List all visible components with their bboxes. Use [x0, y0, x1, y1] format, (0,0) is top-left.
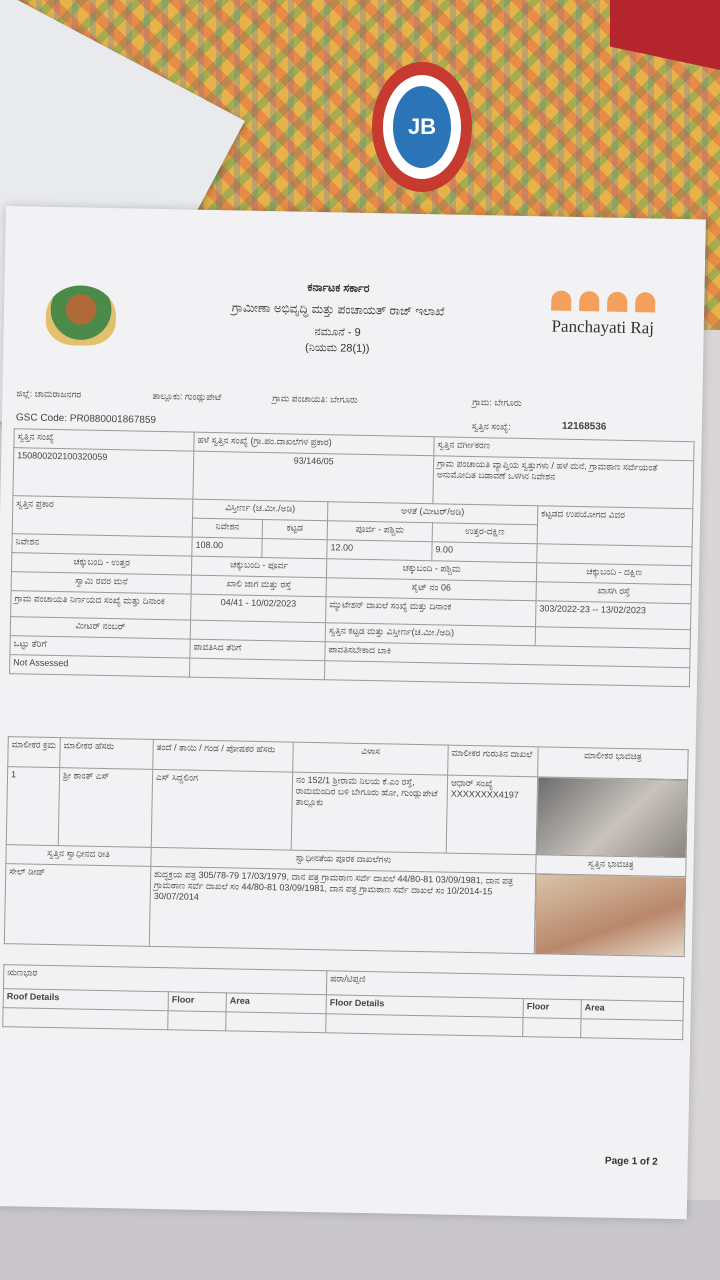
h-south: ಚಕ್ಕುಬಂದಿ - ದಕ್ಷಿಣ	[536, 563, 691, 585]
property-table	[9, 428, 695, 687]
meta-taluk: ತಾಲ್ಲೂಕು: ಗುಂಡ್ಲುಪೇಟೆ	[152, 390, 222, 403]
header-form: ನಮೂನೆ - 9	[314, 325, 361, 339]
property-photo	[534, 874, 686, 957]
v-prop-type: ನಿವೇಶನ	[12, 534, 192, 556]
v-west: ಸೈಟ್ ನಂ 06	[326, 578, 536, 601]
h-prop-type: ಸ್ವತ್ತಿನ ಪ್ರಕಾರ	[12, 496, 193, 537]
roof-floor-value	[168, 1011, 226, 1031]
v-owner-relation: ಎಸ್ ಸಿದ್ದಲಿಂಗ	[151, 769, 292, 850]
h-acq-type: ಸ್ವತ್ತಿನ ಸ್ವಾಧೀನದ ರೀತಿ	[6, 845, 151, 867]
h-area: ವಿಸ್ತೀರ್ಣ (ಚ.ಮೀ./ಅಡಿ)	[193, 499, 328, 521]
v-owner-name: ಶ್ರೀ ಶಾಂತ್ ಎಸ್	[58, 768, 152, 848]
sh-north-south: ಉತ್ತರ-ದಕ್ಷಿಣ	[432, 523, 537, 544]
property-no-label: ಸ್ವತ್ತಿನ ಸಂಖ್ಯೆ:	[471, 420, 511, 432]
roof-details-label: Roof Details	[3, 989, 168, 1011]
v-acq-docs: ಶುದ್ಧಕ್ರಯ ಪತ್ರ 305/78-79 17/03/1979, ದಾನ ಪತ್ರ ಗ್ರಾಮಠಾಣ ಸರ್ವೆ ದಾಖಲೆ 44/80-81 03/09/1981, ದಾನ ಪತ್ರ ಗ್ರಾಮಠಾಣ ಸರ್ವೆ ದಾಖಲೆ ಸಂ 44/80-81 03/09/1981, ದಾನ ಪತ್ರ ಗ್ರಾಮಠಾಣ ಸರ್ವೆ ದಾಖಲೆ ಸಂ 10/2014-15 30/07/2014	[149, 866, 535, 953]
header-govt: ಕರ್ನಾಟಕ ಸರ್ಕಾರ	[307, 281, 370, 295]
resolution-value: 04/41 - 10/02/2023	[191, 594, 326, 623]
meta-district: ಜಿಲ್ಲೆ: ಚಾಮರಾಜನಗರ	[16, 388, 82, 400]
jb-badge	[372, 62, 472, 192]
tax-paid-label: ಪಾವತಿಸಿದ ತೆರಿಗೆ	[190, 639, 325, 661]
floor-value	[326, 1014, 523, 1037]
v-east-west: 12.00	[327, 540, 432, 561]
h-prop-no: ಸ್ವತ್ತಿನ ಸಂಖ್ಯೆ	[14, 429, 194, 451]
floor-area-value	[581, 1019, 683, 1040]
karnataka-emblem-logo	[25, 276, 137, 358]
h-owner-id: ಮಾಲೀಕರ ಗುರುತಿನ ದಾಖಲೆ	[448, 745, 539, 777]
document-header	[17, 266, 695, 379]
form-9-document	[0, 206, 706, 1219]
v-old-prop-no: 93/146/05	[193, 451, 434, 504]
tax-label: ಒಟ್ಟು ತೆರಿಗೆ	[10, 636, 190, 658]
floor-label-2: Floor	[523, 999, 581, 1019]
v-north-south: 9.00	[432, 542, 537, 563]
h-owner-address: ವಿಳಾಸ	[293, 742, 449, 775]
h-property-photo: ಸ್ವತ್ತಿನ ಭಾವಚಿತ್ರ	[536, 855, 686, 877]
h-acq-docs: ಸ್ವಾಧೀನತೆಯ ಪೂರಕ ದಾಖಲೆಗಳು	[151, 847, 536, 873]
roof-area-value	[226, 1012, 326, 1033]
header-dept: ಗ್ರಾಮೀಣಾ ಅಭಿವೃದ್ಧಿ ಮತ್ತು ಪಂಚಾಯತ್ ರಾಜ್ ಇಲಾಖೆ	[231, 300, 445, 319]
h-building-use: ಕಟ್ಟಡದ ಉಪಯೋಗದ ವಿವರ	[537, 506, 693, 547]
h-north: ಚಕ್ಕುಬಂದಿ - ಉತ್ತರ	[11, 553, 191, 575]
h-east: ಚಕ್ಕುಬಂದಿ - ಪೂರ್ವ	[191, 556, 326, 578]
floor-label-1: Floor	[168, 992, 226, 1012]
floor-details-label: Floor Details	[326, 995, 523, 1018]
encumbrance-label: ಋಣಭಾರ	[3, 965, 326, 995]
built-area-label: ಸ್ವತ್ತಿನ ಕಟ್ಟಡ ಮತ್ತು ವಿಸ್ತೀರ್ಣ(ಚ.ಮೀ./ಅಡಿ)	[325, 623, 535, 646]
v-prop-no: 150800202100320059	[13, 448, 194, 499]
v-north: ಸ್ವಾಮಿ ರವರ ಮನೆ	[11, 572, 191, 594]
owner-photo	[536, 777, 687, 858]
v-site-area: 108.00	[192, 537, 262, 557]
v-south: ಖಾಸಗಿ ರಸ್ತೆ	[536, 582, 691, 604]
tax-value: Not Assessed	[10, 655, 190, 677]
v-classification: ಗ್ರಾಮ ಪಂಚಾಯತಿ ವ್ಯಾಪ್ತಿಯ ಸ್ವತ್ತುಗಳು / ಹಳೆ ಮನೆ, ಗ್ರಾಮಠಾಣ ಸರ್ವೆಯಂತೆ ಅನುಮೋದಿತ ಬಡಾವಣೆ ಒಳಗಿನ ನಿವೇಶನ	[433, 456, 694, 509]
panchayati-raj-text: Panchayati Raj	[551, 316, 655, 338]
h-old-prop-no: ಹಳೆ ಸ್ವತ್ತಿನ ಸಂಖ್ಯೆ (ಗ್ರಾ.ಪಂ.ದಾಖಲೆಗಳ ಪ್ರಕಾರ)	[194, 432, 434, 456]
sh-building: ಕಟ್ಟಡ	[262, 519, 327, 539]
v-east: ಖಾಲಿ ಜಾಗ ಮತ್ತು ರಸ್ತೆ	[191, 575, 326, 597]
sh-east-west: ಪೂರ್ವ - ಪಶ್ಚಿಮ	[327, 521, 432, 542]
h-owner-sl: ಮಾಲೀಕರ ಕ್ರಮ	[8, 737, 61, 768]
gsc-code: GSC Code: PR0880001867859	[15, 412, 157, 426]
page-number: Page 1 of 2	[604, 1155, 658, 1168]
tax-due-label: ಪಾವತಿಸಬೇಕಾದ ಬಾಕಿ	[325, 642, 690, 668]
footer-table	[2, 964, 684, 1040]
area-label-2: Area	[581, 1000, 683, 1021]
v-owner-address: ನಂ 152/1 ಶ್ರೀರಾಮ ನಿಲಯ ಕೆ.ಎಂ ರಸ್ತೆ, ರಾಮಮಂದಿರ ಬಳಿ ಬೇಗೂರು ಹೋ, ಗುಂಡ್ಲುಪೇಟೆ ತಾಲ್ಲೂಕು	[291, 772, 447, 853]
owner-table	[4, 736, 689, 957]
mutation-label: ಮ್ಯುಟೇಶನ್ ದಾಖಲೆ ಸಂಖ್ಯೆ ಮತ್ತು ದಿನಾಂಕ	[326, 597, 536, 627]
header-rule: (ನಿಯಮ 28(1))	[304, 341, 370, 356]
v-building-area	[262, 538, 327, 558]
h-owner-name: ಮಾಲೀಕರ ಹೆಸರು	[60, 738, 154, 770]
v-owner-sl: 1	[6, 767, 59, 846]
v-acq-type: ಸೇಲ್ ಡೀಡ್	[4, 864, 151, 947]
h-owner-photo: ಮಾಲೀಕರ ಭಾವಚಿತ್ರ	[538, 747, 689, 780]
remarks-label: ಷರಾ/ಟಿಪ್ಪಣಿ	[326, 971, 683, 1002]
h-owner-relation: ತಂದೆ / ತಾಯಿ / ಗಂಡ / ಪೋಷಕರ ಹೆಸರು	[153, 739, 294, 772]
panchayati-raj-logo	[522, 290, 684, 373]
roof-value	[3, 1008, 168, 1030]
resolution-label: ಗ್ರಾಮ ಪಂಚಾಯತಿ ನಿರ್ಣಯದ ಸಂಖ್ಯೆ ಮತ್ತು ದಿನಾಂಕ	[11, 591, 191, 620]
area-label-1: Area	[226, 993, 326, 1014]
mutation-value: 303/2022-23 -- 13/02/2023	[536, 601, 691, 630]
h-west: ಚಕ್ಕುಬಂದಿ - ಪಶ್ಚಿಮ	[326, 559, 536, 582]
meter-label: ಮೀಟರ್ ನಂಬರ್	[10, 617, 190, 639]
h-classification: ಸ್ವತ್ತಿನ ವರ್ಗೀಕರಣ	[434, 437, 694, 461]
v-owner-id: ಆಧಾರ್ ಸಂಖ್ಯೆ XXXXXXXX4197	[446, 775, 537, 855]
meter-value	[190, 620, 325, 642]
meta-gp: ಗ್ರಾಮ ಪಂಚಾಯತಿ: ಬೇಗೂರು	[272, 393, 358, 405]
sh-site: ನಿವೇಶನ	[192, 518, 262, 538]
meta-village: ಗ್ರಾಮ: ಬೇಗೂರು	[472, 396, 522, 408]
property-no: 12168536	[561, 420, 607, 433]
badge-label: JB	[393, 86, 451, 168]
floor-floor-value	[523, 1018, 581, 1038]
tax-paid-value	[189, 658, 324, 680]
h-dimensions: ಅಳತೆ (ಮೀಟರ್/ಅಡಿ)	[328, 502, 538, 525]
